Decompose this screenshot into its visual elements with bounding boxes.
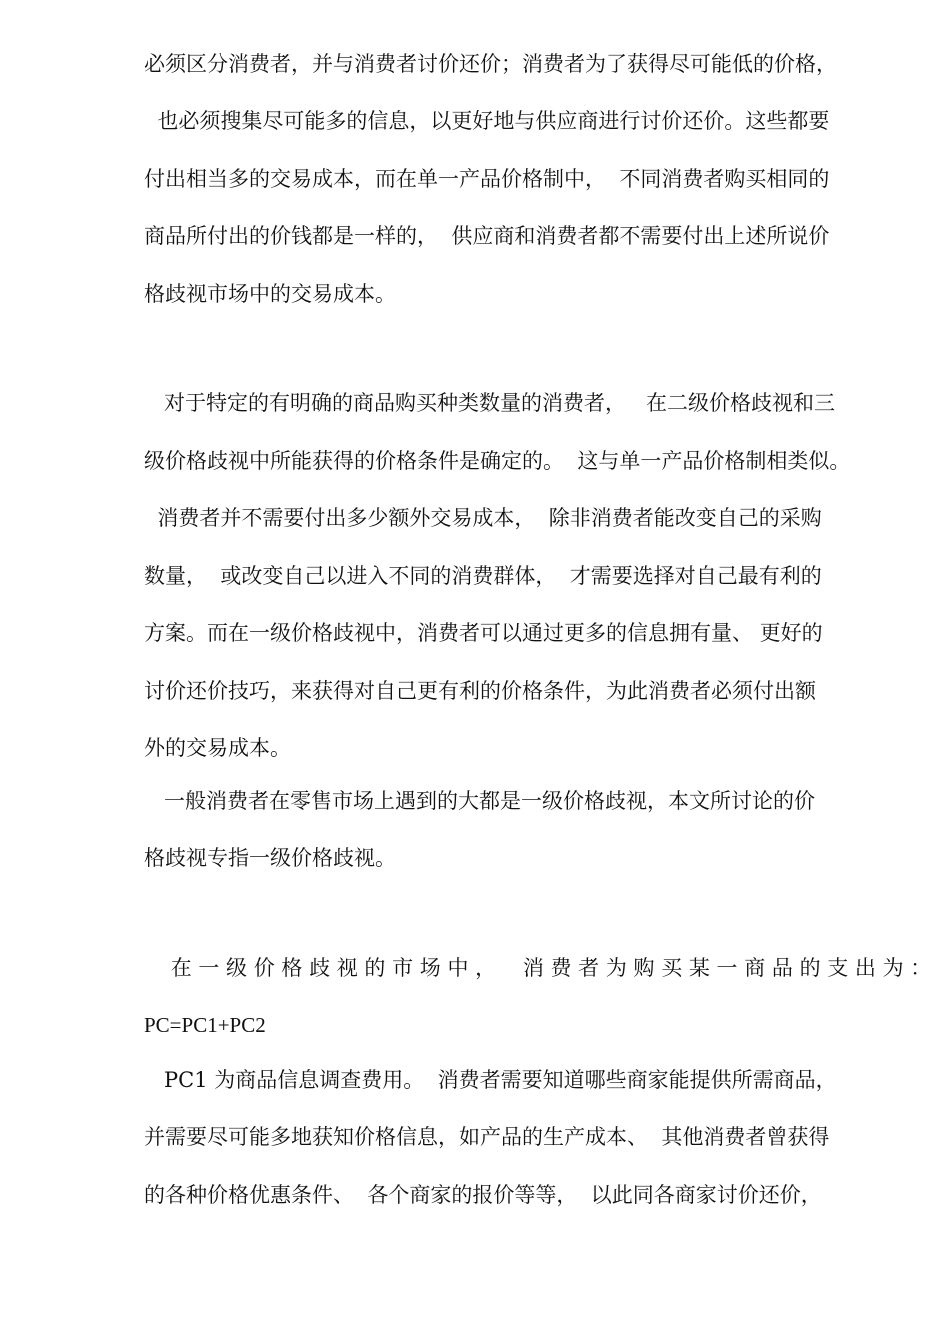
text-line-17: PC1 为商品信息调查费用。 消费者需要知道哪些商家能提供所需商品， (144, 1068, 837, 1092)
text-line-10: 方案。而在一级价格歧视中，消费者可以通过更多的信息拥有量、 更好的 (144, 621, 823, 645)
formula-line: PC=PC1+PC2 (144, 1013, 266, 1037)
text-line-5: 格歧视市场中的交易成本。 (144, 282, 396, 306)
text-line-6: 对于特定的有明确的商品购买种类数量的消费者， 在二级价格歧视和三 (144, 391, 836, 415)
text-line-11: 讨价还价技巧，来获得对自己更有利的价格条件，为此消费者必须付出额 (144, 679, 816, 703)
text-line-14: 格歧视专指一级价格歧视。 (144, 846, 396, 870)
text-line-7: 级价格歧视中所能获得的价格条件是确定的。 这与单一产品价格制相类似。 (144, 449, 851, 473)
text-line-15: 在 一 级 价 格 歧 视 的 市 场 中 ， 消 费 者 为 购 买 某 一 商 品 的 支 出 为 ： (144, 956, 932, 980)
text-line-2: 也必须搜集尽可能多的信息，以更好地与供应商进行讨价还价。这些都要 (144, 109, 830, 133)
text-line-13: 一般消费者在零售市场上遇到的大都是一级价格歧视，本文所讨论的价 (144, 789, 816, 813)
text-line-4: 商品所付出的价钱都是一样的， 供应商和消费者都不需要付出上述所说价 (144, 224, 830, 248)
text-line-18: 并需要尽可能多地获知价格信息，如产品的生产成本、 其他消费者曾获得 (144, 1125, 830, 1149)
text-line-19: 的各种价格优惠条件、 各个商家的报价等等， 以此同各商家讨价还价， (144, 1183, 822, 1207)
text-line-3: 付出相当多的交易成本，而在单一产品价格制中， 不同消费者购买相同的 (144, 167, 830, 191)
text-line-8: 消费者并不需要付出多少额外交易成本， 除非消费者能改变自己的采购 (144, 506, 822, 530)
text-line-12: 外的交易成本。 (144, 736, 291, 760)
text-line-1: 必须区分消费者，并与消费者讨价还价；消费者为了获得尽可能低的价格， (144, 52, 837, 76)
text-line-9: 数量， 或改变自己以进入不同的消费群体， 才需要选择对自己最有利的 (144, 564, 822, 588)
